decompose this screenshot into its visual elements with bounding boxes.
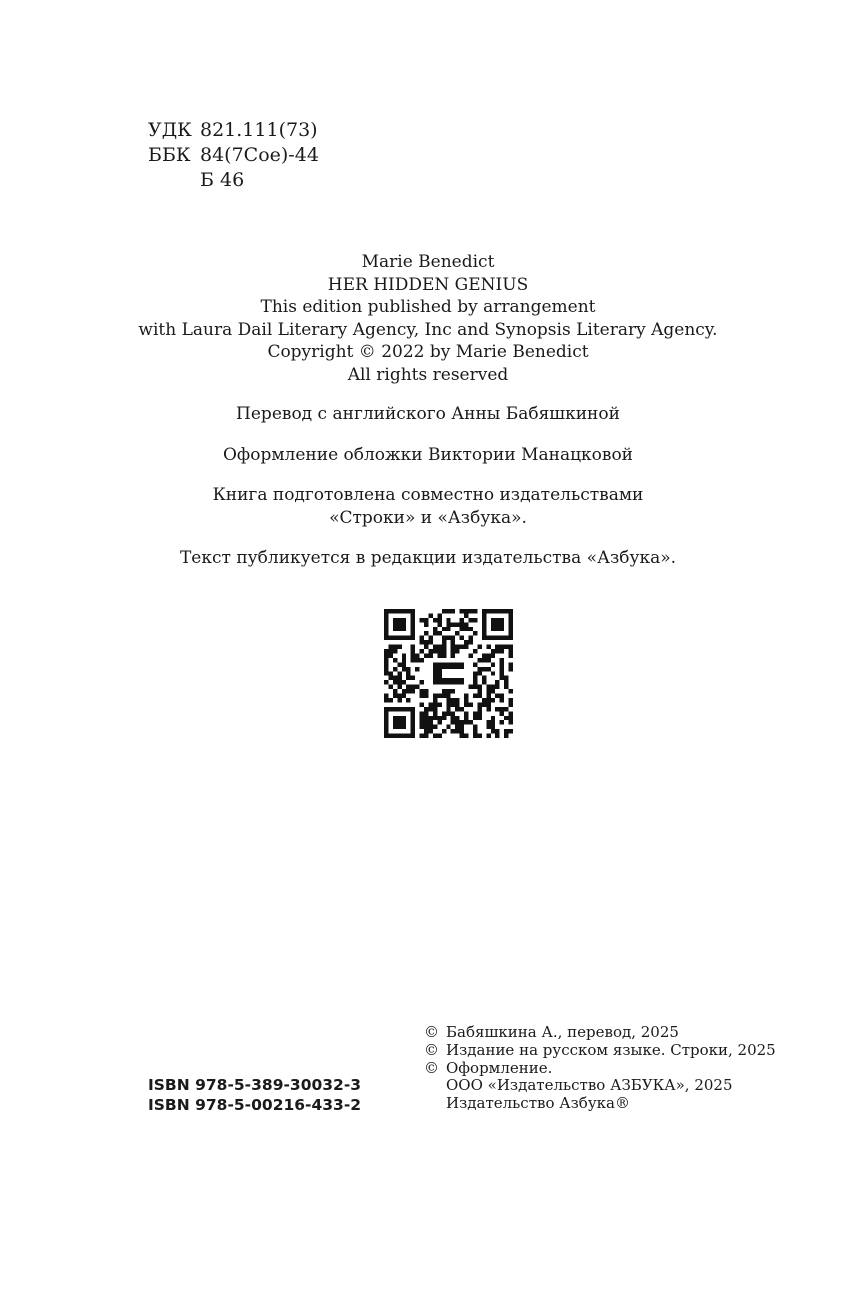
translation-credit: Перевод с английского Анны Бабяшкиной — [236, 404, 620, 424]
author-name: Marie Benedict — [361, 252, 495, 272]
copyright-entry: © Бабяшкина А., перевод, 2025 — [424, 1023, 679, 1041]
udk-label: УДК — [148, 119, 192, 141]
copyright-symbol: © — [424, 1023, 439, 1041]
rights-line: All rights reserved — [347, 364, 509, 385]
qr-code[interactable] — [384, 609, 513, 738]
arrangement-line: This edition published by arrangement — [260, 297, 596, 317]
prepared-note — [0, 484, 856, 529]
isbn-line: ISBN 978-5-389-30032-3 — [148, 1076, 362, 1094]
author-mark: Б 46 — [200, 169, 245, 191]
bbk-value: 84(7Сое)-44 — [200, 144, 319, 166]
isbn-line: ISBN 978-5-00216-433-2 — [148, 1096, 362, 1114]
author-mark-row — [148, 168, 319, 193]
copyright-symbol: © — [424, 1058, 439, 1077]
copyright-entry-continued: Издательство Азбука® — [446, 1094, 630, 1113]
copyright-entry-continued: ООО «Издательство АЗБУКА», 2025 — [446, 1076, 733, 1095]
prepared-line: Книга подготовлена совместно издательствами — [212, 485, 644, 505]
isbn-block — [148, 1075, 361, 1115]
edition-note: Текст публикуется в редакции издательства «Азбука». — [179, 548, 677, 568]
copyright-entry: © Оформление. — [424, 1058, 553, 1077]
udk-row — [148, 118, 319, 143]
cover-design-credit: Оформление обложки Виктории Манацковой — [222, 445, 634, 465]
catalog-block — [148, 118, 319, 193]
agency-line: with Laura Dail Literary Agency, Inc and Synopsis Literary Agency. — [138, 319, 718, 340]
original-title: HER HIDDEN GENIUS — [327, 274, 529, 295]
prepared-line: «Строки» и «Азбука». — [329, 507, 527, 528]
copyright-block — [424, 1024, 776, 1113]
bbk-label: ББК — [148, 144, 191, 166]
udk-value: 821.111(73) — [200, 119, 318, 141]
bbk-row — [148, 143, 319, 168]
copyright-entry: © Издание на русском языке. Строки, 2025 — [424, 1040, 776, 1059]
copyright-symbol: © — [424, 1040, 439, 1059]
original-credits — [0, 251, 856, 386]
copyright-line: Copyright © 2022 by Marie Benedict — [267, 342, 589, 362]
